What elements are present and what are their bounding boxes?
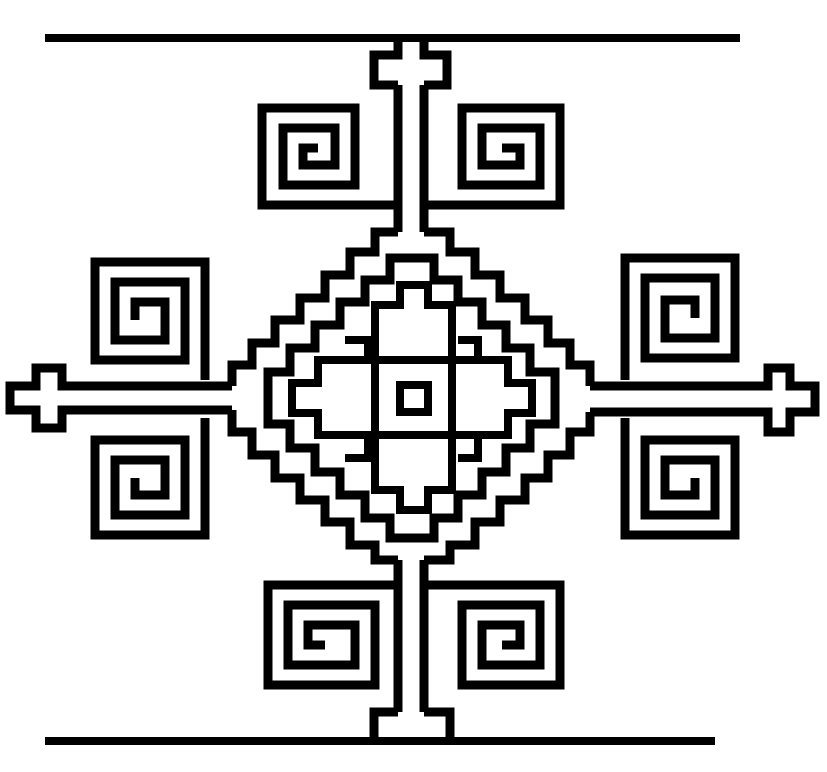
spiral-left-lower (95, 418, 205, 535)
spiral-scrolls (95, 108, 735, 685)
inner-cross-center-small (400, 385, 428, 412)
inner-cross-center (375, 360, 452, 435)
spiral-right-lower (625, 418, 735, 535)
spiral-top-left (262, 108, 395, 205)
upper-staff-shaft (398, 85, 424, 232)
spiral-top-right (428, 108, 560, 205)
left-cross-tip (10, 368, 232, 428)
lower-staff-shaft (398, 560, 424, 712)
top-cross-tip (374, 40, 447, 85)
spiral-right-upper (625, 258, 735, 380)
spiral-bottom-right (428, 585, 560, 685)
spiral-left-upper (95, 262, 205, 380)
spiral-bottom-left (268, 585, 395, 685)
horizontal-staff (10, 368, 815, 432)
bottom-cross-tip (374, 712, 450, 738)
